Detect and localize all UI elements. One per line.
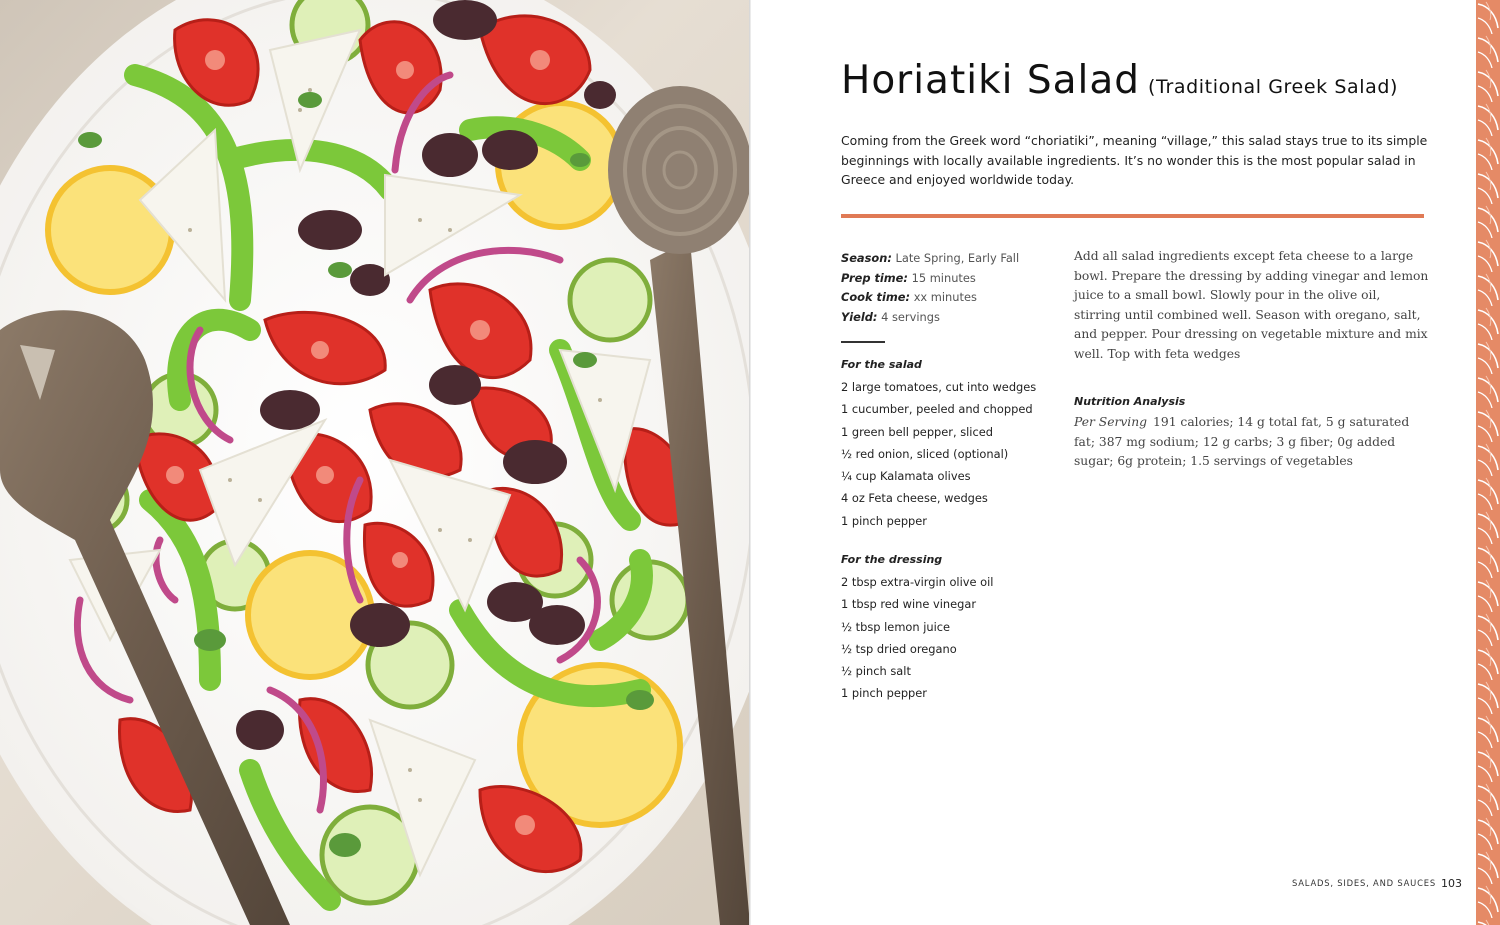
list-item: 1 cucumber, peeled and chopped <box>841 402 1033 417</box>
recipe-subtitle: (Traditional Greek Salad) <box>1148 76 1399 98</box>
salad-ingredient-list <box>841 376 1071 532</box>
meta-cook-time <box>841 288 1051 308</box>
list-item: 2 tbsp extra-virgin olive oil <box>841 575 994 589</box>
leaf-pattern-icon <box>1476 0 1500 925</box>
list-item: ½ tbsp lemon juice <box>841 619 951 634</box>
meta-prep-time <box>841 269 1051 289</box>
meta-value: 15 minutes <box>911 270 976 285</box>
list-item: ½ pinch salt <box>841 664 911 679</box>
dressing-heading: For the dressing <box>841 553 943 566</box>
dressing-ingredient-list <box>841 571 1071 705</box>
page-number: 103 <box>1441 877 1462 890</box>
meta-yield <box>841 308 1051 328</box>
dressing-ingredients <box>841 551 1071 705</box>
decorative-border <box>1476 0 1500 925</box>
list-item: 1 pinch pepper <box>841 513 927 528</box>
recipe-intro: Coming from the Greek word “choriatiki”, meaning “village,” this salad stays true to its simple beginnings with locally available ingredients. It’s no wonder this is the most popular salad in Greece and enjoyed worldwide today. <box>841 133 1428 187</box>
recipe-method: Add all salad ingredients except feta cheese to a large bowl. Prepare the dressing by adding vinegar and lemon juice to a small bowl. Slowly pour in the olive oil, stirring until combined well. Season with oregano, salt, and pepper. Pour dressing on vegetable mixture and mix well. Top with feta wedges <box>1074 249 1429 361</box>
list-item: 1 pinch pepper <box>841 686 927 701</box>
meta-value: xx minutes <box>913 290 977 304</box>
running-footer-section: SALADS, SIDES, AND SAUCES <box>1292 878 1436 888</box>
nutrition-heading: Nutrition Analysis <box>1074 395 1186 408</box>
meta-value: Late Spring, Early Fall <box>895 251 1020 265</box>
list-item: 1 green bell pepper, sliced <box>841 424 993 439</box>
list-item: 4 oz Feta cheese, wedges <box>841 491 988 506</box>
list-item: 2 large tomatoes, cut into wedges <box>841 380 1037 394</box>
list-item: ½ red onion, sliced (optional) <box>841 446 1009 461</box>
nutrition-per-serving: Per Serving <box>1074 415 1148 429</box>
recipe-page <box>751 0 1476 925</box>
list-item: 1 tbsp red wine vinegar <box>841 597 976 612</box>
meta-divider <box>841 341 885 343</box>
meta-label: Yield: <box>841 309 878 324</box>
salad-illustration <box>0 0 749 925</box>
meta-season <box>841 249 1051 269</box>
meta-label: Cook time: <box>841 290 911 304</box>
list-item: ½ tsp dried oregano <box>841 641 957 656</box>
accent-rule <box>841 214 1424 218</box>
nutrition-analysis <box>1074 413 1414 472</box>
recipe-title-main: Horiatiki Salad <box>841 58 1141 103</box>
recipe-title <box>841 58 1398 103</box>
nutrition-text: 191 calories; 14 g total fat, 5 g saturated fat; 387 mg sodium; 12 g carbs; 3 g fiber; 0g added sugar; 6g protein; 1.5 servings of vegetables <box>1074 415 1410 468</box>
meta-value: 4 servings <box>881 309 940 324</box>
salad-heading: For the salad <box>841 358 922 371</box>
recipe-meta <box>841 249 1051 327</box>
meta-label: Season: <box>841 251 892 265</box>
list-item: ¼ cup Kalamata olives <box>841 469 971 484</box>
salad-ingredients <box>841 356 1071 532</box>
meta-label: Prep time: <box>841 270 908 285</box>
salad-photo <box>0 0 749 925</box>
